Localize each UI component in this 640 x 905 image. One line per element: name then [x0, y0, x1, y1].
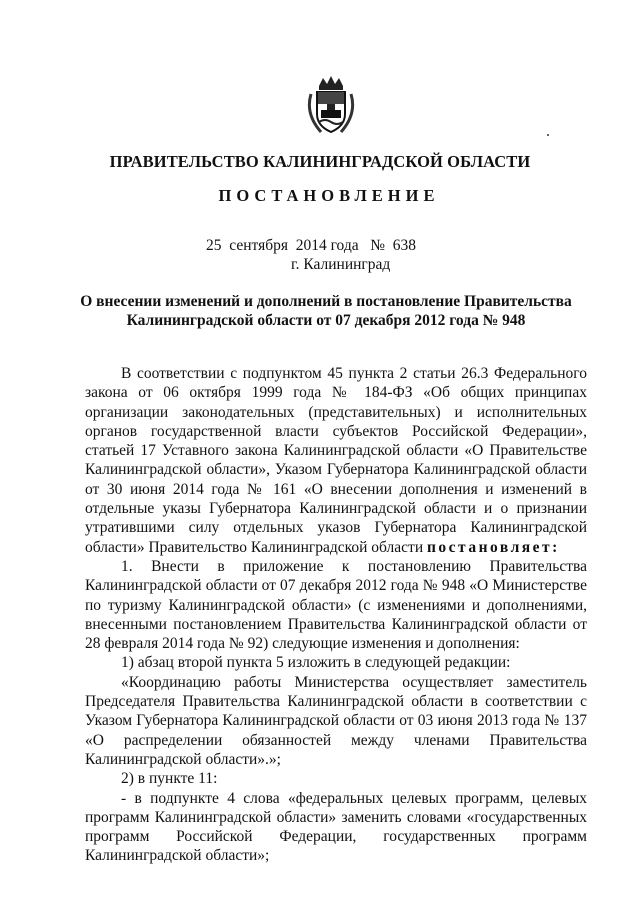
- subitem-2-text: - в подпункте 4 слова «федеральных целевых программ, целевых программ Калининградской области» заменить словами «государственных программ Российской Федерации, государственных программ Калининградской области»;: [85, 789, 587, 865]
- title-line-1: О внесении изменений и дополнений в постановление Правительства: [80, 293, 572, 310]
- document-title: [0, 292, 640, 330]
- organization-name: ПРАВИТЕЛЬСТВО КАЛИНИНГРАДСКОЙ ОБЛАСТИ: [109, 152, 531, 171]
- subitem-1-text: «Координацию работы Министерства осуществляет заместитель Председателя Правительства Калининградской области в соответствии с Указом Губернатора Калининградской области от 03 июня 2013 года № 137 «О распределении обязанностей между членами Правительства Калининградской области».»;: [85, 673, 587, 768]
- decrees-word: постановляет:: [427, 538, 560, 556]
- document-body: [85, 364, 587, 866]
- title-line-2: Калининградской области от 07 декабря 2012 года № 948: [126, 312, 526, 329]
- document-type: ПОСТАНОВЛЕНИЕ: [218, 186, 440, 205]
- preamble-text: В соответствии с подпунктом 45 пункта 2 статьи 26.3 Федерального закона от 06 октября 1999 года № 184-ФЗ «Об общих принципах организации законодательных (представительных) и исполнительных органов государственной власти субъектов Российской Федерации», статьей 17 Уставного закона Калининградской области «О Правительстве Калининградской области», Указом Губернатора Калининградской области от 30 июня 2014 года № 161 «О внесении дополнения и изменений в отдельные указы Губернатора Калининградской области и о признании утратившими силу отдельных указов Губернатора Калининградской области» Правительство Калининградской области: [85, 365, 587, 556]
- scan-speck: [547, 134, 549, 136]
- preamble-paragraph: [85, 364, 587, 557]
- item-1-paragraph: 1. Внести в приложение к постановлению Правительства Калининградской области от 07 декабря 2012 года № 948 «О Министерстве по туризму Калининградской области» (с изменениями и дополнениями, внесенными постановлением Правительства Калининградской области от 28 февраля 2014 года № 92) следующие изменения и дополнения:: [85, 557, 587, 653]
- document-date-number: 25 сентября 2014 года № 638: [206, 237, 417, 254]
- document-city: г. Калининград: [291, 256, 391, 273]
- subitem-1-heading: 1) абзац второй пункта 5 изложить в следующей редакции:: [121, 654, 511, 672]
- subitem-2-heading: 2) в пункте 11:: [121, 770, 218, 788]
- coat-of-arms-icon: [301, 74, 361, 138]
